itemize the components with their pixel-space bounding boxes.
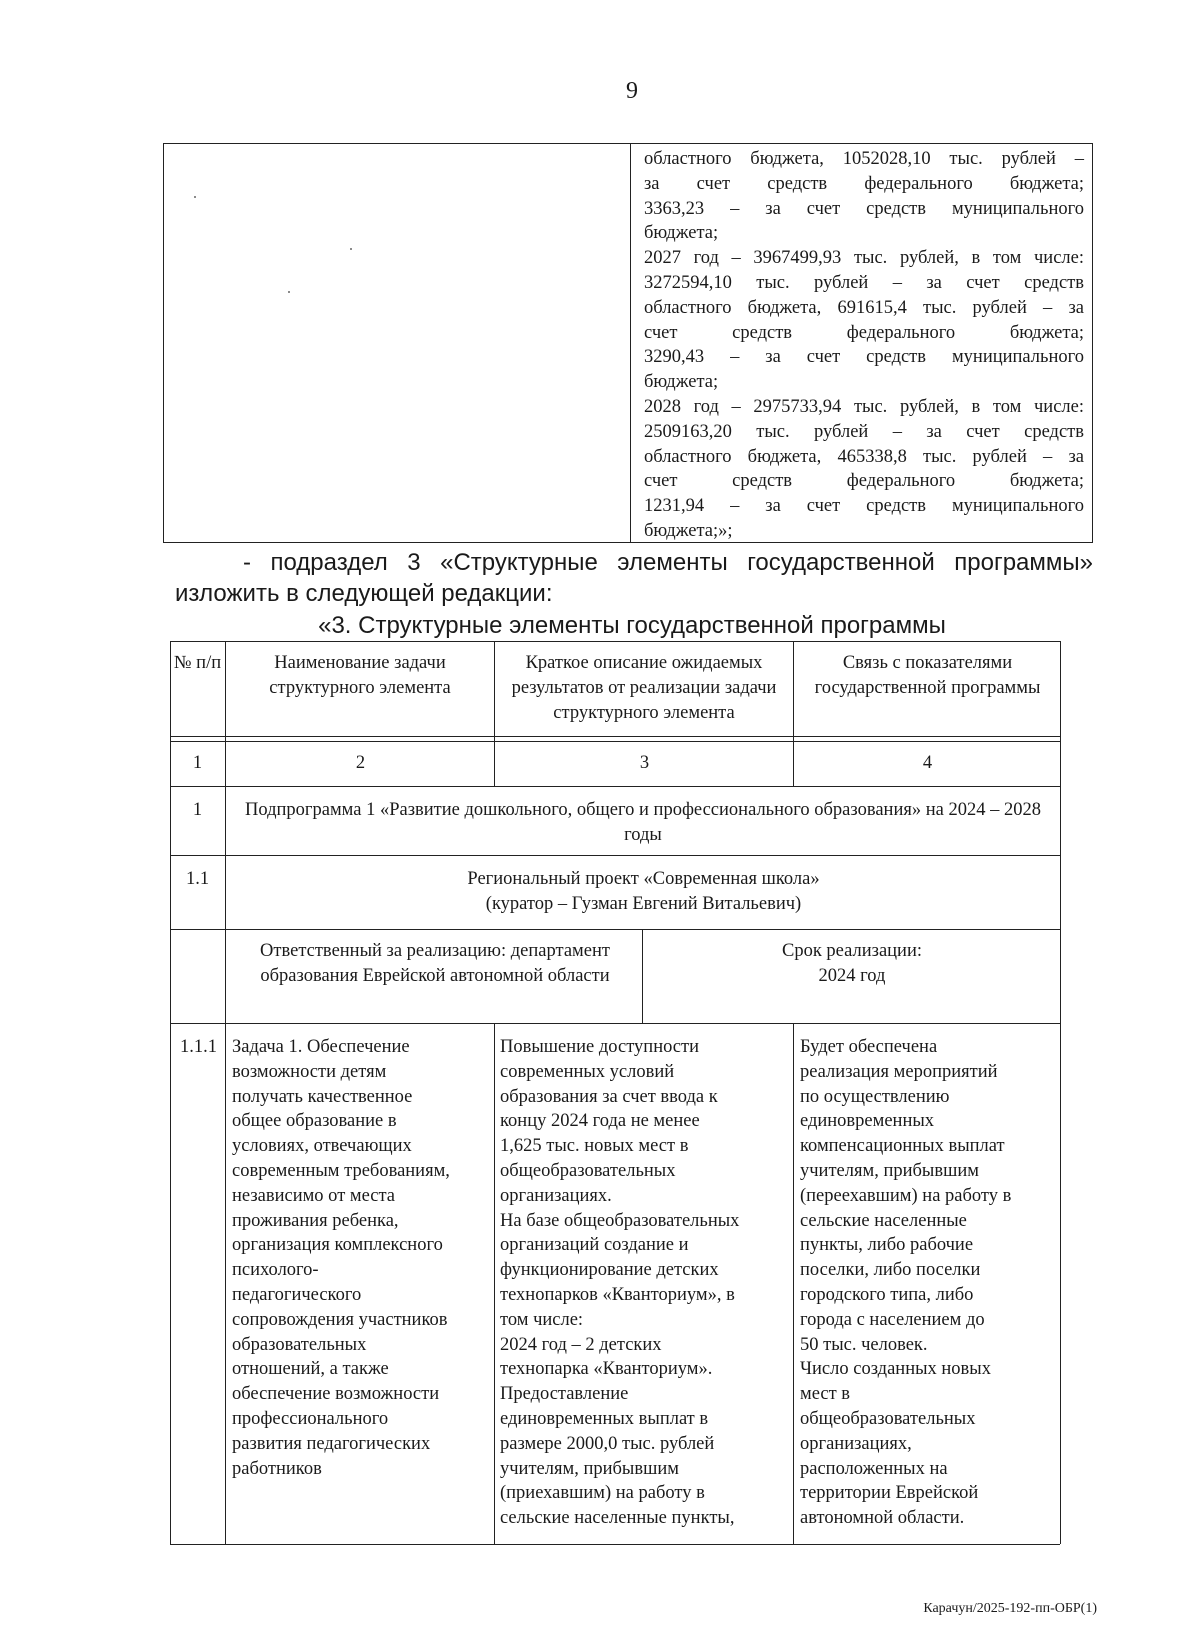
- result-line: технопарка «Кванториум».: [500, 1359, 713, 1380]
- project-title-line-1: Региональный проект «Современная школа»: [467, 869, 820, 889]
- funding-text: [644, 147, 1084, 544]
- link-line: сельские населенные: [800, 1210, 967, 1231]
- funding-line: областного бюджета, 691615,4 тыс. рублей – за: [644, 297, 1084, 318]
- link-line: мест в: [800, 1384, 851, 1405]
- result-line: сельские населенные пункты,: [500, 1508, 735, 1529]
- header-num: № п/п: [173, 653, 222, 673]
- header-link: Связь с показателями государственной программы: [814, 653, 1041, 698]
- result-line: размере 2000,0 тыс. рублей: [500, 1433, 715, 1454]
- result-line: технопарков «Кванториум», в: [500, 1284, 735, 1305]
- funding-line: областного бюджета, 1052028,10 тыс. рублей –: [644, 149, 1084, 169]
- task-line: развития педагогических: [232, 1433, 431, 1454]
- table-border: [170, 929, 1060, 930]
- result-line: функционирование детских: [500, 1260, 719, 1281]
- result-line: том числе:: [500, 1309, 584, 1330]
- task-line: Задача 1. Обеспечение: [232, 1037, 410, 1057]
- result-line: (приехавшим) на работу в: [500, 1483, 705, 1504]
- section-title: «3. Структурные элементы государственной программы: [318, 612, 946, 639]
- funding-line: 2027 год – 3967499,93 тыс. рублей, в том числе:: [644, 248, 1084, 269]
- table-border: [494, 641, 495, 786]
- link-line: единовременных: [800, 1111, 935, 1132]
- scan-speck: [194, 196, 196, 198]
- link-line: городского типа, либо: [800, 1284, 974, 1305]
- task-line: образовательных: [232, 1334, 367, 1355]
- link-line: 50 тыс. человек.: [800, 1334, 928, 1355]
- link-line: компенсационных выплат: [800, 1136, 1005, 1157]
- indicator-link: [800, 1035, 1058, 1531]
- table-border: [793, 641, 794, 786]
- link-line: учителям, прибывшим: [800, 1160, 979, 1181]
- link-line: реализация мероприятий: [800, 1061, 998, 1082]
- instruction-line-2: изложить в следующей редакции:: [175, 580, 553, 607]
- table-border: [170, 741, 1060, 742]
- result-line: образования за счет ввода к: [500, 1086, 718, 1107]
- scan-speck: [288, 291, 290, 293]
- funding-line: бюджета;: [644, 223, 719, 244]
- subprogram-num: 1: [192, 800, 203, 820]
- link-line: расположенных на: [800, 1458, 948, 1479]
- funding-line: бюджета;»;: [644, 520, 733, 541]
- scan-speck: [350, 248, 352, 250]
- link-line: Число созданных новых: [800, 1359, 991, 1380]
- task-line: общее образование в: [232, 1111, 397, 1132]
- header-description: Краткое описание ожидаемых результатов от реализации задачи структурного элемента: [511, 653, 777, 723]
- link-line: общеобразовательных: [800, 1408, 976, 1429]
- header-task-name: Наименование задачи структурного элемента: [269, 653, 451, 698]
- result-line: единовременных выплат в: [500, 1408, 709, 1429]
- task-line: сопровождения участников: [232, 1309, 448, 1330]
- expected-results: [500, 1035, 792, 1531]
- funding-line: 1231,94 – за счет средств муниципального: [644, 496, 1084, 517]
- task-line: психолого-: [232, 1260, 319, 1281]
- result-line: На базе общеобразовательных: [500, 1210, 740, 1231]
- funding-line: счет средств федерального бюджета;: [644, 322, 1084, 343]
- result-line: организаций создание и: [500, 1235, 689, 1256]
- project-curator: (куратор – Гузман Евгений Витальевич): [485, 894, 802, 914]
- table-border: [170, 1023, 1060, 1024]
- table-border: [170, 786, 1060, 787]
- task-line: независимо от места: [232, 1185, 396, 1206]
- task-line: профессионального: [232, 1408, 389, 1429]
- result-line: общеобразовательных: [500, 1160, 676, 1181]
- task-line: педагогического: [232, 1284, 362, 1305]
- funding-line: 2509163,20 тыс. рублей – за счет средств: [644, 421, 1084, 442]
- table-border: [170, 641, 1060, 642]
- instruction-line-1: - подраздел 3 «Структурные элементы государственной программы»: [243, 549, 1093, 576]
- funding-line: счет средств федерального бюджета;: [644, 471, 1084, 492]
- task-line: проживания ребенка,: [232, 1210, 399, 1231]
- task-line: организация комплексного: [232, 1235, 443, 1256]
- table-border: [225, 641, 226, 1544]
- funding-line: 3290,43 – за счет средств муниципального: [644, 347, 1084, 368]
- table-border: [170, 736, 1060, 737]
- task-line: обеспечение возможности: [232, 1384, 440, 1405]
- responsible-department: Ответственный за реализацию: департамент образования Еврейской автономной области: [260, 941, 610, 986]
- table-border: [170, 641, 171, 1544]
- link-line: Будет обеспечена: [800, 1037, 938, 1057]
- link-line: территории Еврейской: [800, 1483, 979, 1504]
- link-line: города с населением до: [800, 1309, 985, 1330]
- term-label: Срок реализации:: [781, 941, 922, 961]
- table-border: [494, 1023, 495, 1544]
- page-number: 9: [626, 78, 638, 104]
- link-line: автономной области.: [800, 1508, 965, 1529]
- result-line: современных условий: [500, 1061, 675, 1082]
- link-line: пункты, либо рабочие: [800, 1235, 974, 1256]
- table-border: [1060, 641, 1061, 1544]
- result-line: учителям, прибывшим: [500, 1458, 679, 1479]
- result-line: организациях.: [500, 1185, 612, 1206]
- funding-line: 2028 год – 2975733,94 тыс. рублей, в том числе:: [644, 396, 1084, 417]
- task-line: работников: [232, 1458, 322, 1479]
- table-border: [793, 1023, 794, 1544]
- table-border: [170, 1544, 1060, 1545]
- funding-table-divider: [630, 144, 631, 542]
- result-line: концу 2024 года не менее: [500, 1111, 700, 1132]
- task-description: [232, 1035, 494, 1481]
- link-line: поселки, либо поселки: [800, 1260, 981, 1281]
- funding-line: 3363,23 – за счет средств муниципального: [644, 198, 1084, 219]
- funding-line: 3272594,10 тыс. рублей – за счет средств: [644, 272, 1084, 293]
- table-border: [642, 929, 643, 1023]
- task-num: 1.1.1: [180, 1037, 217, 1057]
- document-code: Карачун/2025-192-пп-ОБР(1): [923, 1601, 1097, 1616]
- task-line: условиях, отвечающих: [232, 1136, 412, 1157]
- task-line: современным требованиям,: [232, 1160, 450, 1181]
- project-num: 1.1: [185, 869, 210, 889]
- task-line: возможности детям: [232, 1061, 387, 1082]
- link-line: организациях,: [800, 1433, 912, 1454]
- result-line: 2024 год – 2 детских: [500, 1334, 662, 1355]
- funding-table-continuation: [163, 143, 1093, 543]
- column-number: 3: [639, 753, 650, 773]
- funding-line: за счет средств федерального бюджета;: [644, 173, 1084, 194]
- funding-line: областного бюджета, 465338,8 тыс. рублей – за: [644, 446, 1084, 467]
- funding-line: бюджета;: [644, 372, 719, 393]
- link-line: по осуществлению: [800, 1086, 950, 1107]
- column-number: 4: [922, 753, 933, 773]
- task-line: получать качественное: [232, 1086, 413, 1107]
- table-border: [170, 855, 1060, 856]
- link-line: (переехавшим) на работу в: [800, 1185, 1012, 1206]
- subprogram-title: Подпрограмма 1 «Развитие дошкольного, общего и профессионального образования» на 2024 – 2028 годы: [245, 800, 1041, 845]
- column-number: 1: [192, 753, 203, 773]
- result-line: Повышение доступности: [500, 1037, 700, 1057]
- column-number: 2: [355, 753, 366, 773]
- result-line: Предоставление: [500, 1384, 629, 1405]
- term-year: 2024 год: [818, 966, 886, 986]
- task-line: отношений, а также: [232, 1359, 389, 1380]
- result-line: 1,625 тыс. новых мест в: [500, 1136, 689, 1157]
